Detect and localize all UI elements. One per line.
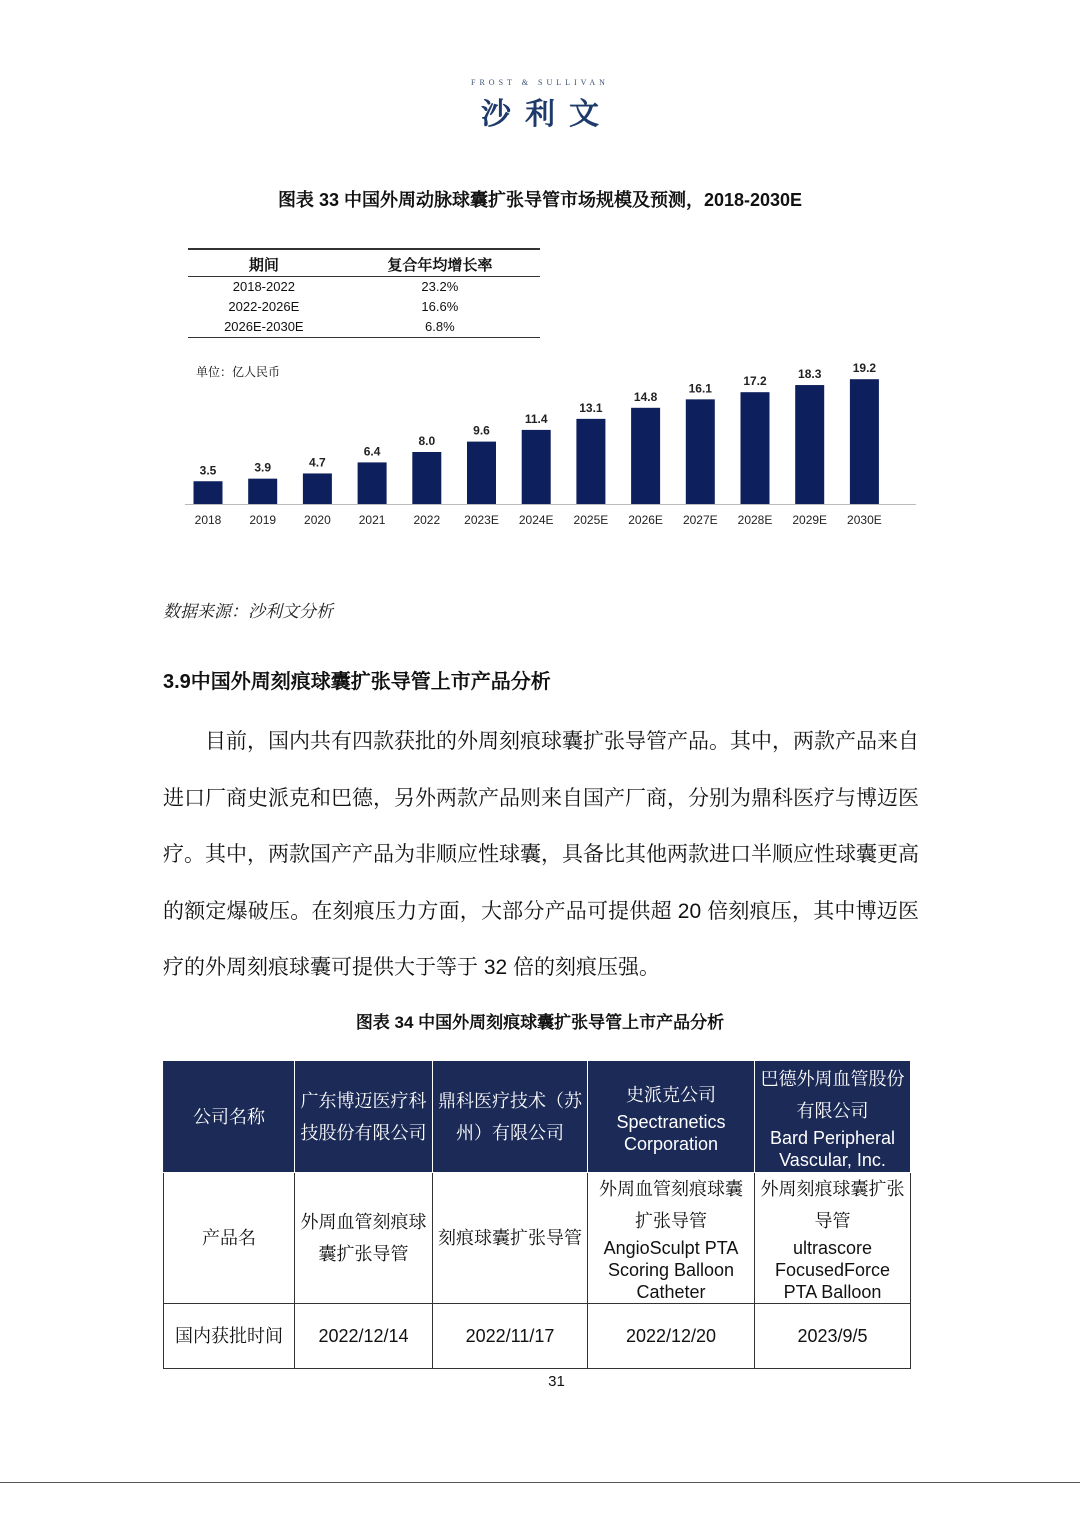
chart-unit-label: 单位：亿人民币 — [196, 365, 281, 379]
data-label-2022: 8.0 — [418, 434, 436, 448]
company-name-cn: 鼎科医疗技术（苏州）有限公司 — [438, 1090, 582, 1143]
data-label-2027E: 16.1 — [688, 381, 712, 396]
cagr-header-rate: 复合年均增长率 — [340, 249, 540, 277]
approval-date: 2023/9/5 — [755, 1304, 911, 1369]
product-name-cn: 外周刻痕球囊扩张导管 — [760, 1179, 905, 1231]
bar-2023E — [467, 442, 496, 504]
logo — [0, 78, 1080, 133]
company-name-en: Bard Peripheral Vascular, Inc. — [769, 1127, 896, 1170]
bar-2030E — [850, 379, 879, 504]
bar-2019 — [248, 479, 277, 504]
x-tick-2021: 2021 — [358, 513, 386, 527]
data-label-2019: 3.9 — [254, 460, 272, 475]
table-row — [164, 1173, 911, 1304]
approval-date: 2022/11/17 — [433, 1304, 588, 1369]
x-tick-2028E: 2028E — [737, 513, 773, 527]
bar-chart — [180, 350, 920, 540]
x-tick-2018: 2018 — [194, 513, 222, 527]
data-label-2020: 4.7 — [309, 455, 326, 470]
cagr-period: 2022-2026E — [228, 299, 300, 314]
row-header-product: 产品名 — [164, 1173, 295, 1304]
section-heading: 3.9中国外周刻痕球囊扩张导管上市产品分析 — [163, 671, 551, 693]
data-label-2025E: 13.1 — [579, 400, 603, 415]
bar-2024E — [522, 430, 551, 504]
row-header-company: 公司名称 — [164, 1061, 295, 1173]
page-number: 31 — [548, 1373, 565, 1390]
data-source: 数据来源：沙利文分析 — [163, 602, 333, 621]
data-label-2029E: 18.3 — [798, 367, 822, 382]
approval-date: 2022/12/14 — [295, 1304, 433, 1369]
table-row — [188, 317, 540, 338]
footer-divider — [0, 1482, 1080, 1483]
product-cell — [588, 1173, 755, 1304]
bar-2026E — [631, 408, 660, 504]
data-label-2030E: 19.2 — [852, 361, 877, 376]
figure-33-title: 图表 33 中国外周动脉球囊扩张导管市场规模及预测，2018-2030E — [277, 190, 803, 210]
table-row — [164, 1304, 911, 1369]
x-tick-2023E: 2023E — [464, 513, 499, 527]
x-tick-2030E: 2030E — [847, 513, 882, 527]
cagr-rate: 6.8% — [340, 317, 540, 338]
product-name-cn: 外周血管刻痕球囊扩张导管 — [599, 1179, 743, 1231]
logo-chinese: 沙利文 — [481, 98, 613, 131]
x-tick-2022: 2022 — [413, 513, 441, 527]
approval-date: 2022/12/20 — [588, 1304, 755, 1369]
company-name-cn: 史派克公司 — [626, 1084, 716, 1105]
company-cell — [755, 1061, 911, 1173]
data-label-2021: 6.4 — [363, 444, 381, 459]
bar-2027E — [686, 399, 715, 504]
product-name-cn: 刻痕球囊扩张导管 — [438, 1228, 582, 1248]
bar-2021 — [358, 462, 387, 504]
company-cell — [433, 1061, 588, 1173]
x-tick-2024E: 2024E — [518, 513, 554, 527]
x-tick-2019: 2019 — [249, 513, 277, 527]
x-tick-2026E: 2026E — [628, 513, 663, 527]
product-table — [163, 1060, 911, 1369]
product-name-en: ultrascore FocusedForce PTA Balloon — [774, 1238, 891, 1302]
data-label-2026E: 14.8 — [633, 389, 658, 404]
bar-2020 — [303, 473, 332, 504]
bar-2028E — [741, 392, 770, 504]
company-name-en: Spectranetics Corporation — [616, 1111, 726, 1154]
x-tick-2029E: 2029E — [792, 513, 828, 527]
row-header-date: 国内获批时间 — [164, 1304, 295, 1369]
product-cell — [433, 1173, 588, 1304]
product-name-en: AngioSculpt PTA Scoring Balloon Catheter — [603, 1238, 739, 1302]
bar-2029E — [795, 385, 824, 504]
company-cell — [295, 1061, 433, 1173]
product-cell — [755, 1173, 911, 1304]
bar-2025E — [576, 419, 605, 504]
x-tick-2025E: 2025E — [573, 513, 609, 527]
table-row — [188, 297, 540, 317]
product-cell — [295, 1173, 433, 1304]
cagr-rate: 23.2% — [421, 279, 459, 294]
bar-2018 — [194, 481, 223, 504]
cagr-rate: 16.6% — [421, 299, 459, 314]
table-row — [188, 277, 540, 298]
product-name-cn: 外周血管刻痕球囊扩张导管 — [300, 1212, 427, 1264]
table-row — [164, 1061, 911, 1173]
bar-2022 — [412, 452, 441, 504]
logo-english: FROST & SULLIVAN — [471, 78, 609, 87]
body-paragraph: 目前，国内共有四款获批的外周刻痕球囊扩张导管产品。其中，两款产品来自进口厂商史派克和巴德，另外两款产品则来自国产厂商，分别为鼎科医疗与博迈医疗。其中，两款国产产品为非顺应性球囊，具备比其他两款进口半顺应性球囊更高的额定爆破压。在刻痕压力方面，大部分产品可提供超 20 倍刻痕压，其中博迈医疗的外周刻痕球囊可提供大于等于 32 倍的刻痕压强。 — [163, 730, 919, 979]
figure-34-title: 图表 34 中国外周刻痕球囊扩张导管上市产品分析 — [355, 1013, 725, 1032]
data-label-2024E: 11.4 — [524, 411, 548, 426]
data-label-2018: 3.5 — [199, 463, 217, 478]
data-label-2023E: 9.6 — [473, 423, 490, 438]
x-tick-2027E: 2027E — [682, 513, 718, 527]
cagr-header-period: 期间 — [188, 249, 340, 277]
cagr-table — [188, 248, 540, 338]
company-name-cn: 巴德外周血管股份有限公司 — [760, 1068, 905, 1121]
company-name-cn: 广东博迈医疗科技股份有限公司 — [300, 1090, 427, 1143]
data-label-2028E: 17.2 — [743, 374, 767, 389]
cagr-period: 2026E-2030E — [188, 317, 340, 338]
cagr-period: 2018-2022 — [232, 279, 295, 294]
x-tick-2020: 2020 — [304, 513, 331, 527]
company-cell — [588, 1061, 755, 1173]
